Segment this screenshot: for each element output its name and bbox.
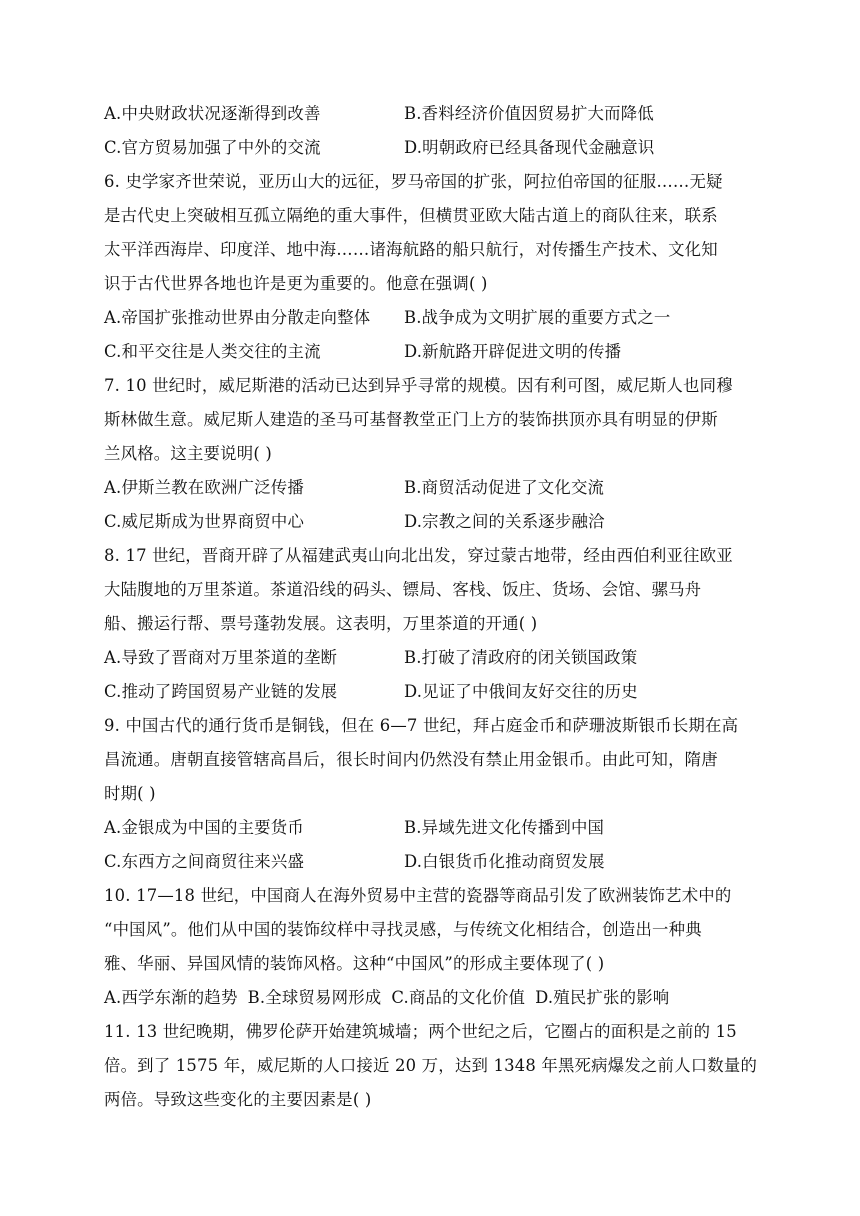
q9-option-b[interactable]: B.异域先进文化传播到中国: [404, 818, 605, 837]
q7-options-row-1: [104, 471, 764, 505]
q8-options-row-1: [104, 641, 764, 675]
q8-stem-line: 8. 17 世纪，晋商开辟了从福建武夷山向北出发，穿过蒙古地带，经由西伯利亚往欧亚: [104, 546, 733, 565]
q10-option-b[interactable]: B.全球贸易网形成: [247, 988, 382, 1007]
q9-options-row-2: [104, 845, 764, 879]
q6-option-b[interactable]: B.战争成为文明扩展的重要方式之一: [404, 308, 671, 327]
q6-stem-line: 识于古代世界各地也许是更为重要的。他意在强调( ): [104, 274, 488, 293]
q5-option-a[interactable]: A.中央财政状况逐渐得到改善: [104, 104, 321, 123]
q11-stem-line: 两倍。导致这些变化的主要因素是( ): [104, 1090, 372, 1109]
q6-options-row-2: [104, 335, 764, 369]
q10-options-row: [104, 981, 764, 1015]
q9-options-row-1: [104, 811, 764, 845]
q6-option-a[interactable]: A.帝国扩张推动世界由分散走向整体: [104, 308, 371, 327]
q9-stem-line: 时期( ): [104, 784, 156, 803]
q7-stem-line: 兰风格。这主要说明( ): [104, 444, 272, 463]
q9-option-a[interactable]: A.金银成为中国的主要货币: [104, 818, 304, 837]
q7-option-a[interactable]: A.伊斯兰教在欧洲广泛传播: [104, 478, 304, 497]
q10-option-d[interactable]: D.殖民扩张的影响: [535, 988, 670, 1007]
q10-stem-line: “中国风”。他们从中国的装饰纹样中寻找灵感，与传统文化相结合，创造出一种典: [104, 920, 702, 939]
q7-option-d[interactable]: D.宗教之间的关系逐步融洽: [404, 512, 605, 531]
q6-stem-line: 6. 史学家齐世荣说，亚历山大的远征，罗马帝国的扩张，阿拉伯帝国的征服……无疑: [104, 172, 723, 191]
q8-option-d[interactable]: D.见证了中俄间友好交往的历史: [404, 682, 638, 701]
q7-stem-line: 斯林做生意。威尼斯人建造的圣马可基督教堂正门上方的装饰拱顶亦具有明显的伊斯: [104, 410, 718, 429]
q5-options-row-2: [104, 131, 764, 165]
q10-option-c[interactable]: C.商品的文化价值: [391, 988, 526, 1007]
q10-option-a[interactable]: A.西学东渐的趋势: [104, 988, 238, 1007]
q6-options-row-1: [104, 301, 764, 335]
q11-stem-line: 11. 13 世纪晚期，佛罗伦萨开始建筑城墙；两个世纪之后，它圈占的面积是之前的 15: [104, 1022, 737, 1041]
q6-option-d[interactable]: D.新航路开辟促进文明的传播: [404, 342, 622, 361]
q8-stem-line: 大陆腹地的万里茶道。茶道沿线的码头、镖局、客栈、饭庄、货场、会馆、骡马舟: [104, 580, 702, 599]
q9-stem-line: 9. 中国古代的通行货币是铜钱，但在 6—7 世纪，拜占庭金币和萨珊波斯银币长期在高: [104, 716, 739, 735]
q5-option-d[interactable]: D.明朝政府已经具备现代金融意识: [404, 138, 655, 157]
q9-stem-line: 昌流通。唐朝直接管辖高昌后，很长时间内仍然没有禁止用金银币。由此可知，隋唐: [104, 750, 718, 769]
q11-stem-line: 倍。到了 1575 年，威尼斯的人口接近 20 万，达到 1348 年黑死病爆发之前人口数量的: [104, 1056, 758, 1075]
q8-stem-line: 船、搬运行帮、票号蓬勃发展。这表明，万里茶道的开通( ): [104, 614, 538, 633]
q8-option-c[interactable]: C.推动了跨国贸易产业链的发展: [104, 682, 338, 701]
q7-stem-line: 7. 10 世纪时，威尼斯港的活动已达到异乎寻常的规模。因有利可图，威尼斯人也同穆: [104, 376, 733, 395]
q8-option-a[interactable]: A.导致了晋商对万里茶道的垄断: [104, 648, 338, 667]
exam-page: [104, 97, 764, 1117]
q10-stem-line: 雅、华丽、异国风情的装饰风格。这种“中国风”的形成主要体现了( ): [104, 954, 605, 973]
q5-option-c[interactable]: C.官方贸易加强了中外的交流: [104, 138, 321, 157]
q5-options-row-1: [104, 97, 764, 131]
q7-option-b[interactable]: B.商贸活动促进了文化交流: [404, 478, 605, 497]
q9-option-d[interactable]: D.白银货币化推动商贸发展: [404, 852, 605, 871]
q6-stem-line: 是古代史上突破相互孤立隔绝的重大事件，但横贯亚欧大陆古道上的商队往来，联系: [104, 206, 718, 225]
q10-stem-line: 10. 17—18 世纪，中国商人在海外贸易中主营的瓷器等商品引发了欧洲装饰艺术中的: [104, 886, 732, 905]
q9-option-c[interactable]: C.东西方之间商贸往来兴盛: [104, 852, 305, 871]
q5-option-b[interactable]: B.香料经济价值因贸易扩大而降低: [404, 104, 654, 123]
q6-option-c[interactable]: C.和平交往是人类交往的主流: [104, 342, 321, 361]
q7-options-row-2: [104, 505, 764, 539]
q8-options-row-2: [104, 675, 764, 709]
q8-option-b[interactable]: B.打破了清政府的闭关锁国政策: [404, 648, 638, 667]
q7-option-c[interactable]: C.威尼斯成为世界商贸中心: [104, 512, 305, 531]
q6-stem-line: 太平洋西海岸、印度洋、地中海……诸海航路的船只航行，对传播生产技术、文化知: [104, 240, 718, 259]
